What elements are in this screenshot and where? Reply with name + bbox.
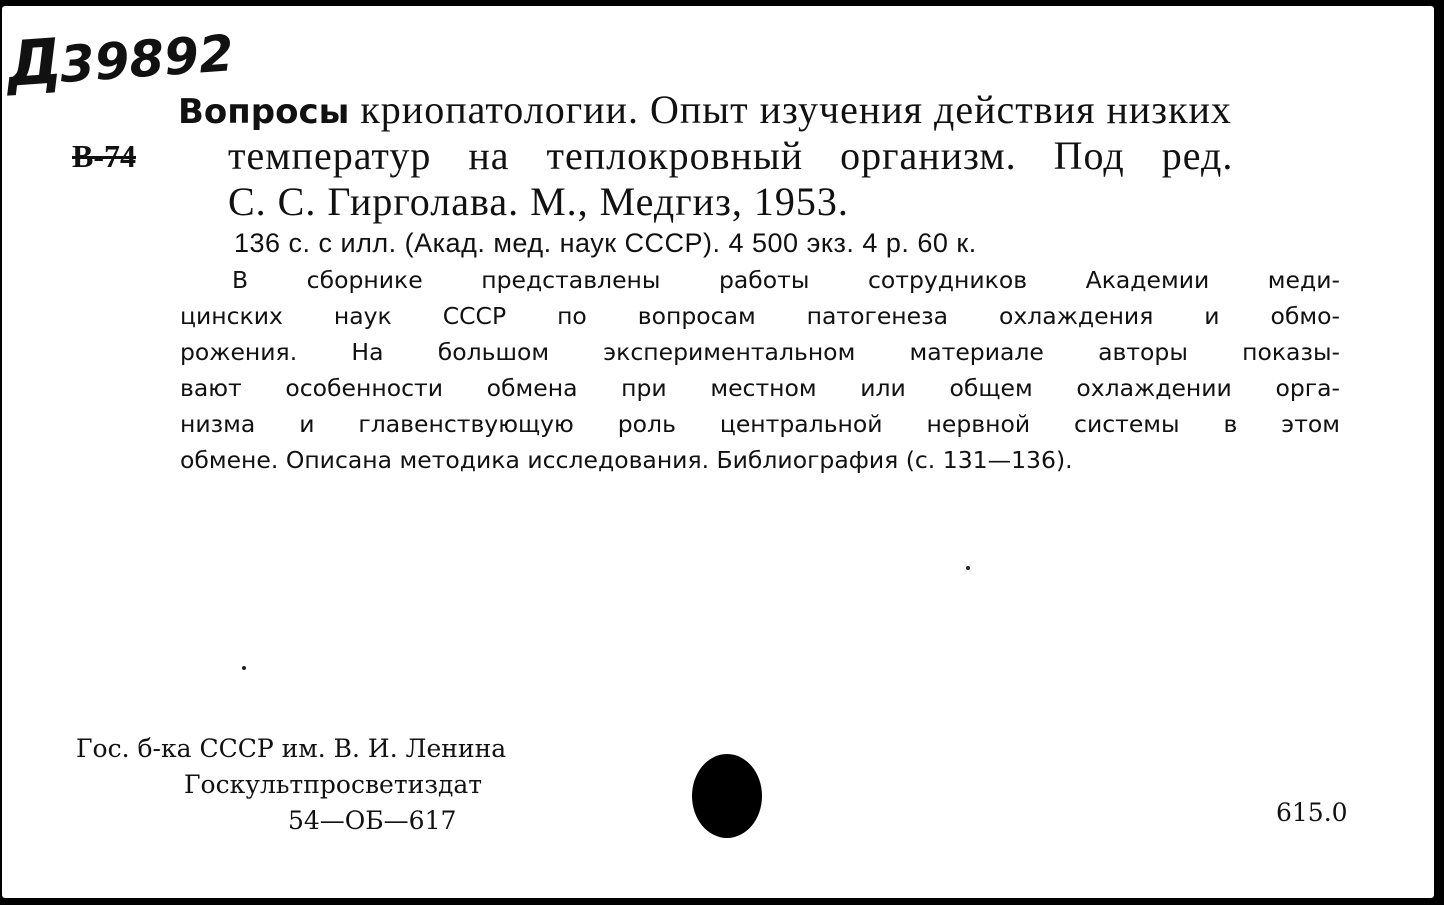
annotation-line: рожения. На большом экспериментальном материале авторы показы- <box>180 338 1340 366</box>
ink-speck <box>966 566 970 570</box>
class-index: 615.0 <box>1276 798 1348 827</box>
annotation-line: цинских наук СССР по вопросам патогенеза охлаждения и обмо- <box>180 302 1340 330</box>
imprint-line: 136 с. с илл. (Акад. мед. наук СССР). 4 500 экз. 4 р. 60 к. <box>234 228 977 258</box>
title-line-1 <box>178 87 1232 132</box>
catalog-card <box>2 6 1434 898</box>
shelf-mark-letter: Д <box>4 24 63 101</box>
title-line-3: С. С. Гирголава. М., Медгиз, 1953. <box>228 179 849 224</box>
annotation-line: низма и главенствующую роль центральной нервной системы в этом <box>180 410 1340 438</box>
handwritten-shelf-mark <box>4 12 236 101</box>
title-line-2: температур на теплокровный организм. Под ред. <box>228 133 1234 178</box>
annotation-paragraph <box>180 262 1340 478</box>
crossed-out-class-mark: В-74 <box>72 138 136 174</box>
annotation-line: В сборнике представлены работы сотрудников Академии меди- <box>232 266 1340 294</box>
punch-hole <box>692 754 762 838</box>
annotation-line: обмене. Описана методика исследования. Библиография (с. 131—136). <box>180 446 1073 474</box>
publisher-line: Госкультпросветиздат <box>184 770 483 799</box>
title-line-1-rest: криопатологии. Опыт изучения действия низких <box>349 87 1232 132</box>
library-line: Гос. б-ка СССР им. В. И. Ленина <box>76 734 507 763</box>
shelf-mark-number: 39892 <box>57 24 236 95</box>
title-first-word: Вопросы <box>178 92 350 132</box>
annotation-line: вают особенности обмена при местном или общем охлаждении орга- <box>180 374 1340 402</box>
order-number: 54—ОБ—617 <box>288 806 457 835</box>
ink-speck <box>242 666 246 670</box>
